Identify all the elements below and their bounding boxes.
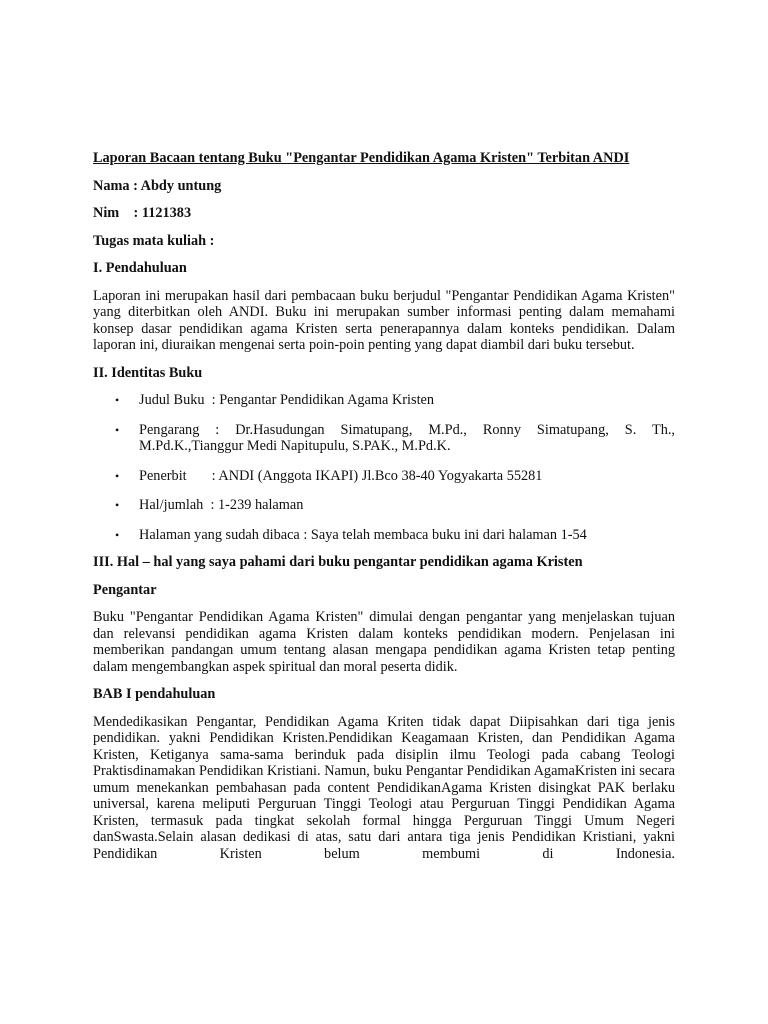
list-item	[93, 527, 675, 544]
bullet-icon: •	[115, 422, 120, 437]
list-item	[93, 392, 675, 409]
student-name: Nama : Abdy untung	[93, 177, 222, 194]
list-item-text: Hal/jumlah : 1-239 halaman	[139, 497, 304, 513]
bullet-icon: •	[115, 468, 120, 483]
section-heading-identitas-buku: II. Identitas Buku	[93, 364, 203, 381]
section-heading-pemahaman: III. Hal – hal yang saya pahami dari buku pengantar pendidikan agama Kristen	[93, 554, 583, 570]
section-body-pendahuluan: Laporan ini merupakan hasil dari pembacaan buku berjudul "Pengantar Pendidikan Agama Kristen" yang diterbitkan oleh ANDI. Buku ini merupakan sumber informasi penting dalam memahami konsep dasar pendidikan agama Kristen serta penerapannya dalam konteks pendidikan. Dalam laporan ini, diuraikan mengenai serta poin-poin penting yang dapat diambil dari buku tersebut.	[93, 287, 675, 353]
bullet-icon: •	[115, 527, 120, 542]
book-identity-list	[93, 392, 675, 543]
section-heading-pendahuluan: I. Pendahuluan	[93, 260, 187, 276]
list-item	[93, 422, 675, 455]
course-assignment: Tugas mata kuliah :	[93, 232, 215, 249]
subsection-heading-pengantar: Pengantar	[93, 581, 157, 598]
student-nim: Nim : 1121383	[93, 205, 192, 221]
subsection-body-pengantar: Buku "Pengantar Pendidikan Agama Kristen" dimulai dengan pengantar yang menjelaskan tujuan dan relevansi pendidikan agama Kristen dalam konteks pendidikan modern. Penjelasan ini memberikan pandangan umum tentang alasan mengapa pendidikan agama Kristen tetap penting dalam mengembangkan aspek spiritual dan moral peserta didik.	[93, 609, 675, 675]
document-title: Laporan Bacaan tentang Buku "Pengantar Pendidikan Agama Kristen" Terbitan ANDI	[93, 150, 630, 166]
subsection-heading-bab1: BAB I pendahuluan	[93, 686, 216, 702]
list-item	[93, 497, 675, 514]
bullet-icon: •	[115, 498, 120, 512]
list-item-text: Pengarang : Dr.Hasudungan Simatupang, M.Pd., Ronny Simatupang, S. Th., M.Pd.K.,Tianggur Medi Napitupulu, S.PAK., M.Pd.K.	[139, 421, 675, 454]
bullet-icon: •	[115, 393, 120, 407]
list-item-text: Judul Buku : Pengantar Pendidikan Agama Kristen	[139, 392, 435, 408]
subsection-body-bab1: Mendedikasikan Pengantar, Pendidikan Agama Kriten tidak dapat Diipisahkan dari tiga jenis pendidikan. yakni Pendidikan Kristen.Pendidikan Keagamaan Kristen, dan Pendidikan Agama Kristen, Ketiganya sama-sama berinduk pada disiplin ilmu Teologi pada cabang Teologi Praktisdinamakan Pendidikan Kristiani. Namun, buku Pengantar Pendidikan AgamaKristen ini secara umum menekankan pembahasan pada content PendidikanAgama Kristen disingkat PAK berlaku universal, karena meliputi Perguruan Tinggi Teologi atau Perguruan Tinggi Pendidikan Agama Kristen, termasuk pada tingkat sekolah formal hingga Perguruan Tinggi Umum Negeri danSwasta.Selain alasan dedikasi di atas, satu dari antara tiga jenis Pendidikan Kristiani, yakni Pendidikan Kristen belum membumi di Indonesia.	[93, 713, 675, 862]
list-item	[93, 468, 675, 485]
list-item-text: Halaman yang sudah dibaca : Saya telah membaca buku ini dari halaman 1-54	[139, 526, 587, 543]
list-item-text: Penerbit : ANDI (Anggota IKAPI) Jl.Bco 38-40 Yogyakarta 55281	[139, 467, 543, 484]
document-page	[93, 150, 675, 862]
